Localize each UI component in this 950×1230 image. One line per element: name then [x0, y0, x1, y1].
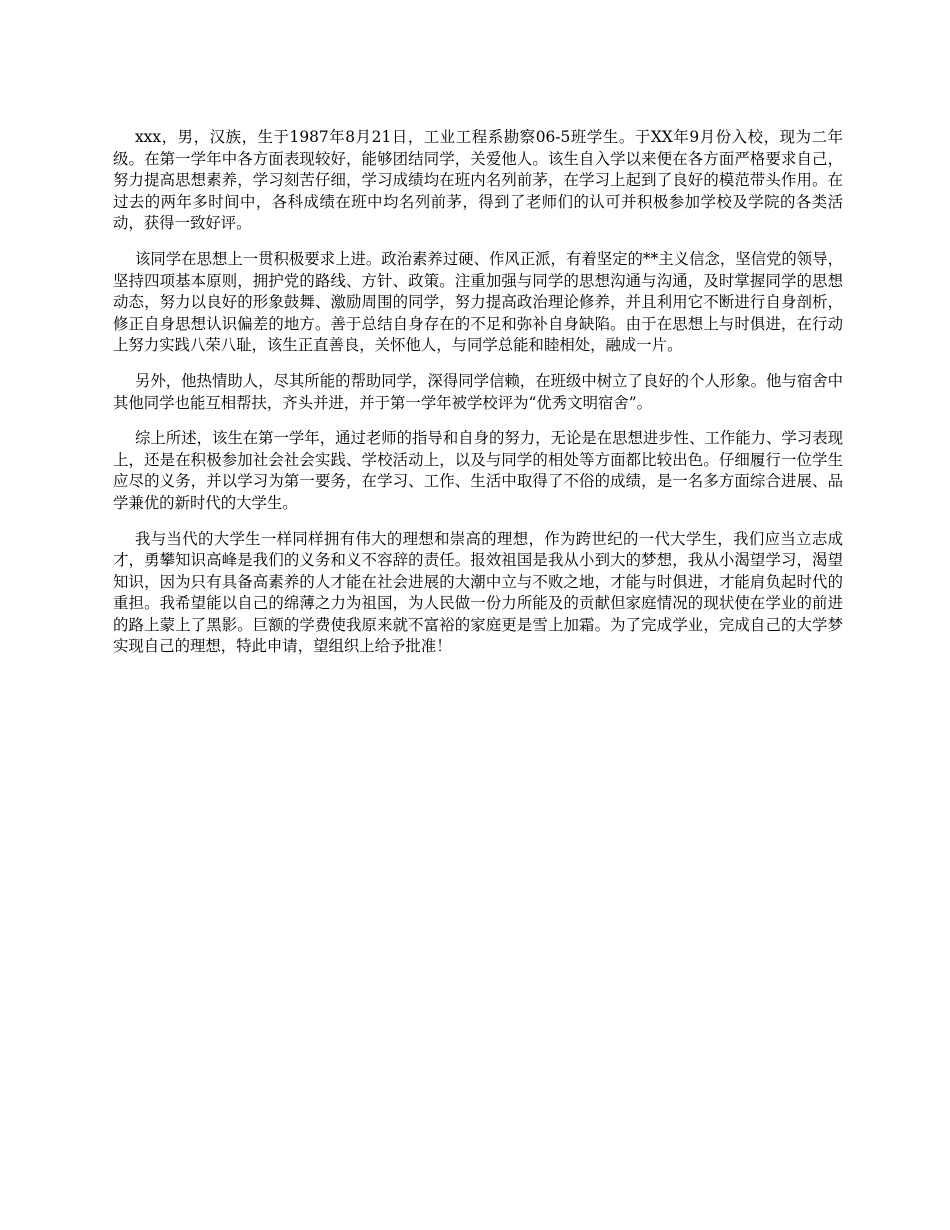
- paragraph-summary: 综上所述，该生在第一学年，通过老师的指导和自身的努力，无论是在思想进步性、工作能力、学习表现上，还是在积极参加社会社会实践、学校活动上，以及与同学的相处等方面都比较出色。仔细履行一位学生应尽的义务，并以学习为第一要务，在学习、工作、生活中取得了不俗的成绩，是一名多方面综合进展、品学兼优的新时代的大学生。: [113, 429, 843, 512]
- paragraph-political-thought: 该同学在思想上一贯积极要求上进。政治素养过硬、作风正派，有着坚定的**主义信念，坚信党的领导，坚持四项基本原则，拥护党的路线、方针、政策。注重加强与同学的思想沟通与沟通，及时掌握同学的思想动态，努力以良好的形象鼓舞、激励周围的同学，努力提高政治理论修养，并且利用它不断进行自身剖析，修正自身思想认识偏差的地方。善于总结自身存在的不足和弥补自身缺陷。由于在思想上与时俱进，在行动上努力实践八荣八耻，该生正直善良，关怀他人，与同学总能和睦相处，融成一片。: [113, 249, 843, 355]
- paragraph-personal-info: xxx，男，汉族，生于1987年8月21日，工业工程系勘察06-5班学生。于XX年9月份入校，现为二年级。在第一学年中各方面表现较好，能够团结同学，关爱他人。该生自入学以来便在各方面严格要求自己，努力提高思想素养，学习刻苦仔细，学习成绩均在班内名列前茅，在学习上起到了良好的模范带头作用。在过去的两年多时间中，各科成绩在班中均名列前茅，得到了老师们的认可并积极参加学校及学院的各类活动，获得一致好评。: [113, 128, 843, 233]
- document-body: [113, 127, 843, 672]
- paragraph-helping-others: 另外，他热情助人，尽其所能的帮助同学，深得同学信赖，在班级中树立了良好的个人形象。他与宿舍中其他同学也能互相帮扶，齐头并进，并于第一学年被学校评为“优秀文明宿舍”。: [113, 371, 843, 412]
- paragraph-application-request: 我与当代的大学生一样同样拥有伟大的理想和崇高的理想，作为跨世纪的一代大学生，我们应当立志成才，勇攀知识高峰是我们的义务和义不容辞的责任。报效祖国是我从小到大的梦想，我从小渴望学习，渴望知识，因为只有具备高素养的人才能在社会进展的大潮中立与不败之地，才能与时俱进，才能肩负起时代的重担。我希望能以自己的绵薄之力为祖国，为人民做一份力所能及的贡献但家庭情况的现状使在学业的前进的路上蒙上了黑影。巨额的学费使我原来就不富裕的家庭更是雪上加霜。为了完成学业，完成自己的大学梦实现自己的理想，特此申请，望组织上给予批准！: [113, 529, 843, 656]
